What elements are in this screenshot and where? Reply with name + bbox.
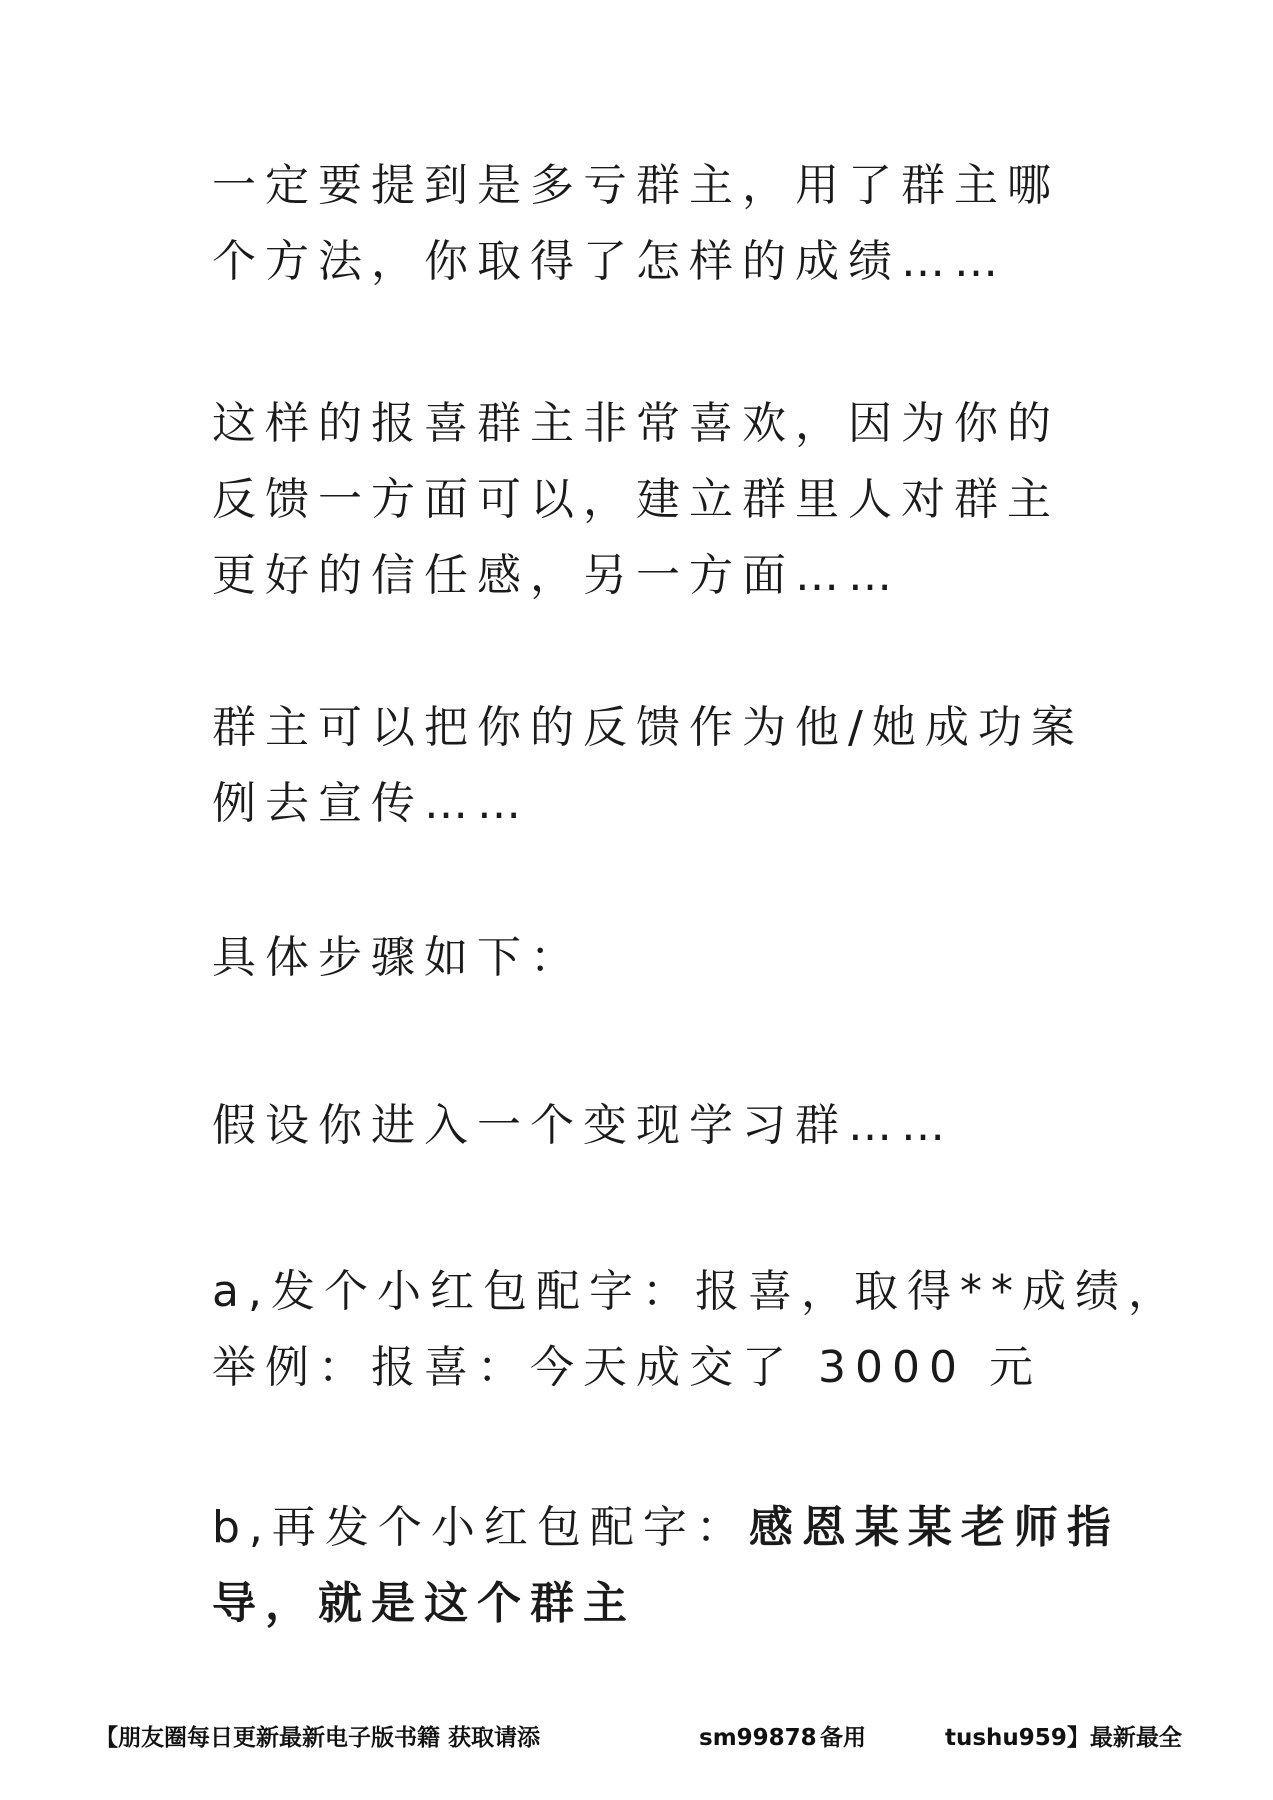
footer-banner [95, 1718, 1195, 1758]
paragraph-prefix: b,再发个小红包配字： [212, 1502, 749, 1553]
paragraph-6 [212, 1254, 1181, 1406]
paragraph-2 [212, 386, 1092, 614]
paragraph-line: 一定要提到是多亏群主，用了群主哪 [212, 160, 1060, 211]
paragraph-line: a,发个小红包配字：报喜，取得**成绩， [212, 1266, 1181, 1317]
footer-backup-label: 备用 [820, 1725, 866, 1751]
paragraph-1 [212, 148, 1092, 300]
paragraph-line: 群主可以把你的反馈作为他/她成功案 [212, 702, 1084, 753]
paragraph-7 [212, 1490, 1120, 1642]
paragraph-line: 举例：报喜：今天成交了 3000 元 [212, 1342, 1042, 1393]
footer-backup-id: tushu959】最新最全 [945, 1725, 1182, 1751]
paragraph-3 [212, 690, 1092, 842]
paragraph-bold-text: 感恩某某老师指 [748, 1502, 1120, 1553]
paragraph-line [212, 1490, 1120, 1566]
footer-text: 【朋友圈每日更新最新电子版书籍 获取请添 [95, 1725, 541, 1751]
footer-contact-id: sm99878 [699, 1725, 817, 1751]
paragraph-line: 假设你进入一个变现学习群…… [212, 1100, 954, 1151]
paragraph-line: 例去宣传…… [212, 778, 530, 829]
paragraph-line: 这样的报喜群主非常喜欢，因为你的 [212, 398, 1060, 449]
paragraph-line: 反馈一方面可以，建立群里人对群主 [212, 474, 1060, 525]
paragraph-line: 个方法，你取得了怎样的成绩…… [212, 236, 1007, 287]
paragraph-line: 导，就是这个群主 [212, 1578, 636, 1629]
paragraph-line: 具体步骤如下： [212, 932, 583, 983]
paragraph-5 [212, 1088, 1092, 1164]
paragraph-4 [212, 920, 1092, 996]
paragraph-line: 更好的信任感，另一方面…… [212, 550, 901, 601]
